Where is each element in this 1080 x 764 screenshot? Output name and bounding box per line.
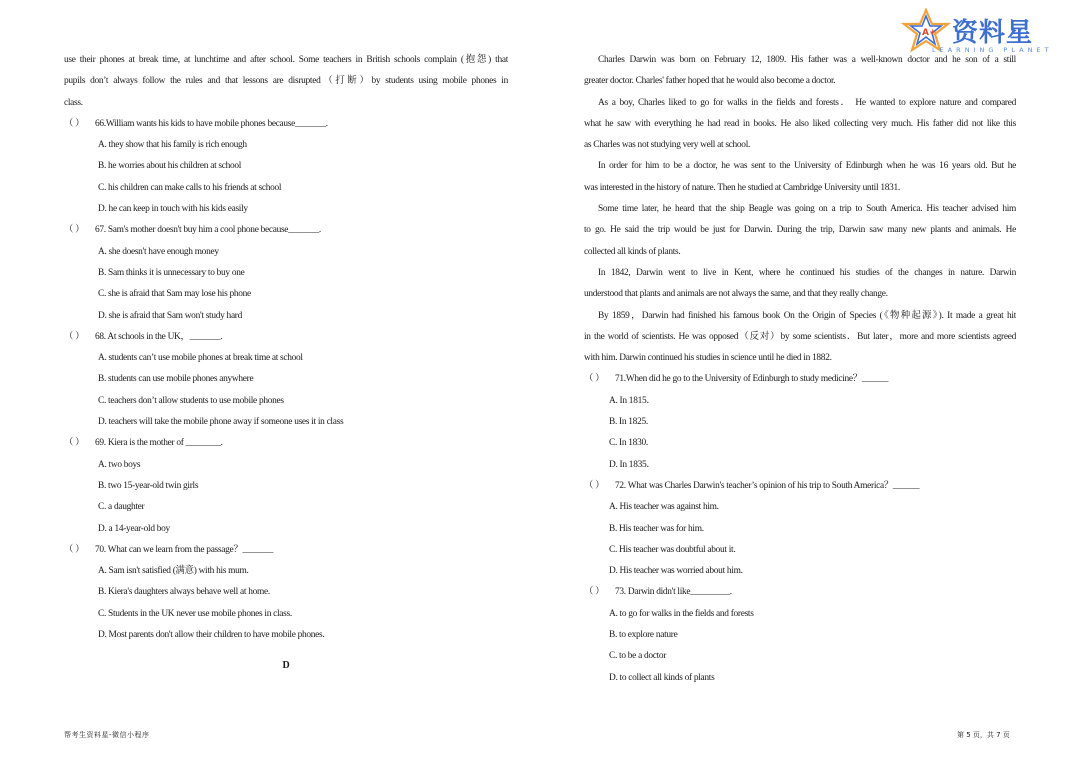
paragraph-line: in the world of scientists. He was opposed（反对）by some scientists．But later，more and more scientists agreed (584, 331, 1016, 342)
option: A. Sam isn't satisfied (满意) with his mum. (98, 566, 249, 577)
option: C. to be a doctor (609, 651, 667, 662)
option: B. to explore nature (609, 630, 678, 641)
option: A. In 1815． (609, 395, 656, 406)
paragraph-line: As a boy, Charles liked to go for walks in the fields and forests． He wanted to explore nature and compared (598, 97, 1016, 108)
option: A. two boys (98, 459, 141, 470)
question-stem: 66.William wants his kids to have mobile phones because_______. (95, 118, 328, 129)
option: C. In 1830. (609, 438, 648, 449)
option: B. Kiera's daughters always behave well at home. (98, 587, 270, 598)
question-stem: 69. Kiera is the mother of ________. (95, 438, 223, 449)
question-71 (584, 369, 1016, 390)
question-stem: 68. At schools in the UK，_______. (95, 331, 223, 342)
option: C. a daughter (98, 502, 145, 513)
option: C. she is afraid that Sam may lose his phone (98, 289, 251, 300)
question-stem: 73. Darwin didn't like_________. (615, 587, 732, 598)
question-stem: 72. What was Charles Darwin's teacher’s opinion of his trip to South America？______ (615, 480, 920, 491)
option: A. to go for walks in the fields and forests (609, 608, 754, 619)
question-72 (584, 476, 1016, 497)
section-letter: D (282, 660, 290, 672)
option: B. His teacher was for him. (609, 523, 704, 534)
logo-badge: A+ (922, 28, 937, 38)
intro-line: pupils don’t always follow the rules and that lessons are disrupted（打断）by students using mobile phones in (64, 76, 508, 87)
option: A. students can’t use mobile phones at break time at school (98, 353, 303, 364)
page-number: 第 5 页，共 7 页 (957, 731, 1010, 739)
logo-subtitle: LEARNING PLANET (932, 46, 1053, 54)
intro-line: use their phones at break time, at lunchtime and after school. Some teachers in British schools complain (抱怨) that (64, 55, 508, 65)
option: D. to collect all kinds of plants (609, 672, 715, 683)
paragraph-line: to go. He said the trip would be just for Darwin. During the trip, Darwin saw many new plants and animals. He (584, 225, 1016, 236)
option: A. they show that his family is rich enough (98, 140, 247, 151)
option: D. In 1835． (609, 459, 656, 470)
question-stem: 70. What can we learn from the passage？_______ (95, 544, 274, 555)
question-stem: 67. Sam's mother doesn't buy him a cool phone because_______. (95, 225, 321, 236)
option: C. Students in the UK never use mobile phones in class. (98, 608, 292, 619)
option: C. His teacher was doubtful about it. (609, 544, 736, 555)
intro-line: class. (64, 97, 83, 108)
question-69 (64, 433, 508, 454)
paragraph-line: was interested in the history of nature. Then he studied at Cambridge University until 1831. (584, 182, 900, 193)
answer-bracket: （ ） (64, 331, 85, 342)
answer-bracket: （ ） (584, 587, 605, 598)
question-stem: 71.When did he go to the University of Edinburgh to study medicine？______ (615, 374, 889, 385)
left-column (64, 50, 508, 677)
paragraph-line: collected all kinds of plants. (584, 246, 681, 257)
option: D. a 14-year-old boy (98, 523, 170, 534)
option: D. she is afraid that Sam won't study hard (98, 310, 243, 321)
option: A. she doesn't have enough money (98, 246, 219, 257)
option: D. teachers will take the mobile phone away if someone uses it in class (98, 417, 344, 428)
question-67 (64, 220, 508, 241)
option: B. students can use mobile phones anywhere (98, 374, 254, 385)
option: B. Sam thinks it is unnecessary to buy one (98, 267, 245, 278)
answer-bracket: （ ） (584, 480, 605, 491)
right-column (584, 50, 1016, 689)
paragraph-line: By 1859，Darwin had finished his famous book On the Origin of Species (《物种起源》). It made a great hit (598, 310, 1016, 321)
paragraph-line: what he saw with everything he had read in books. He also liked collecting very much. His father did not like this (584, 118, 1016, 129)
question-73 (584, 582, 1016, 603)
option: D. Most parents don't allow their children to have mobile phones. (98, 630, 325, 641)
option: B. he worries about his children at school (98, 161, 242, 172)
option: C. his children can make calls to his friends at school (98, 182, 282, 193)
answer-bracket: （ ） (584, 374, 605, 385)
option: C. teachers don’t allow students to use mobile phones (98, 395, 284, 406)
option: D. he can keep in touch with his kids easily (98, 204, 248, 215)
option: A. His teacher was against him. (609, 502, 719, 513)
option: B. two 15-year-old twin girls (98, 480, 199, 491)
paragraph-line: In order for him to be a doctor, he was sent to the University of Edinburgh when he was 16 years old. But he (598, 161, 1016, 172)
paragraph-line: greater doctor. Charles' father hoped that he would also become a doctor. (584, 76, 836, 87)
option: D. His teacher was worried about him. (609, 566, 743, 577)
answer-bracket: （ ） (64, 438, 85, 449)
paragraph-line: understood that plants and animals are not always the same, and that they really change. (584, 289, 888, 300)
logo-brand: 资料星 (952, 18, 1034, 48)
paragraph-line: Charles Darwin was born on February 12, 1809. His father was a well-known doctor and he son of a still (598, 55, 1016, 65)
answer-bracket: （ ） (64, 544, 85, 555)
paragraph-line: as Charles was not studying very well at school. (584, 140, 751, 151)
option: B. In 1825. (609, 417, 648, 428)
paragraph-line: In 1842, Darwin went to live in Kent, where he continued his studies of the changes in nature. Darwin (598, 267, 1016, 278)
answer-bracket: （ ） (64, 118, 85, 129)
paragraph-line: Some time later, he heard that the ship Beagle was going on a trip to South America. His teacher advised him (598, 204, 1016, 215)
answer-bracket: （ ） (64, 225, 85, 236)
question-66 (64, 114, 508, 135)
footer-source: 帮考生资料星-微信小程序 (64, 731, 150, 739)
question-70 (64, 540, 508, 561)
question-68 (64, 327, 508, 348)
paragraph-line: with him. Darwin continued his studies in science until he died in 1882. (584, 353, 832, 364)
